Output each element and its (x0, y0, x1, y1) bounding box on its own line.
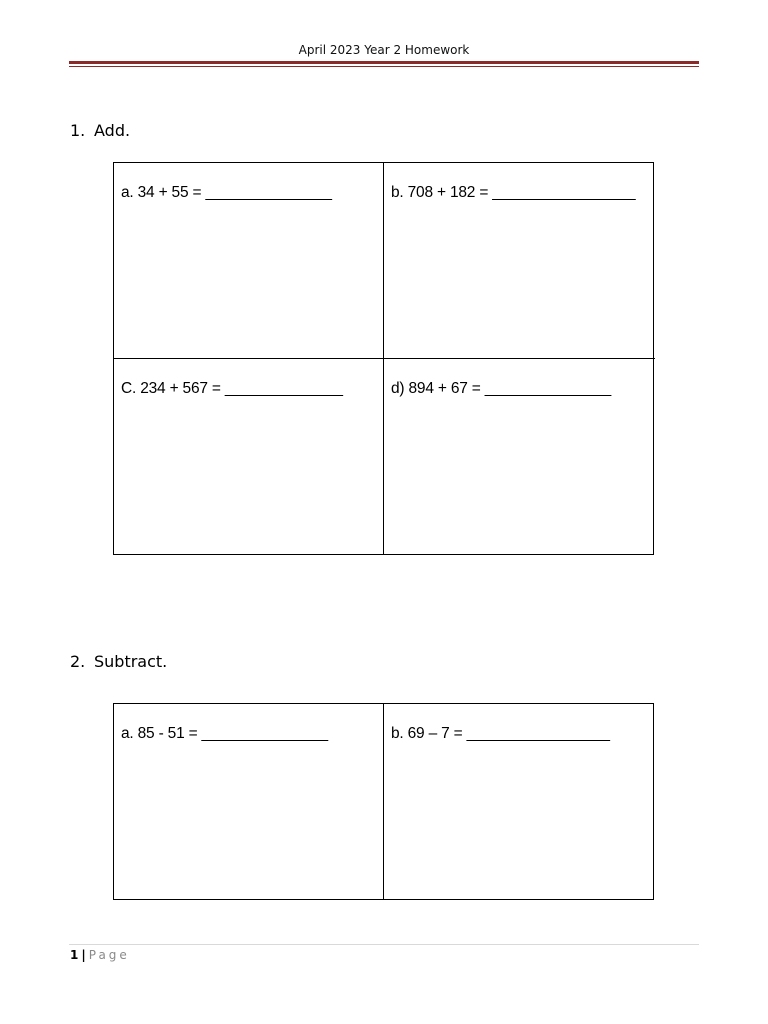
problem-text: b. 69 – 7 = _________________ (391, 725, 610, 742)
page-footer (70, 948, 130, 962)
problem-text: C. 234 + 567 = ______________ (121, 380, 343, 397)
section-title: Subtract. (94, 652, 168, 671)
header-rule-thin (69, 66, 699, 67)
problem-cell[interactable] (384, 704, 655, 899)
problem-cell[interactable] (384, 163, 655, 359)
problem-text: a. 34 + 55 = _______________ (121, 184, 332, 201)
subtraction-problem-grid (113, 703, 654, 900)
footer-rule (69, 944, 699, 945)
problem-cell[interactable] (114, 359, 384, 555)
problem-text: a. 85 - 51 = _______________ (121, 725, 328, 742)
section-number: 1. (70, 121, 86, 140)
footer-separator: | (81, 948, 86, 962)
addition-problem-grid (113, 162, 654, 555)
page-header-title: April 2023 Year 2 Homework (298, 43, 470, 57)
problem-cell[interactable] (384, 359, 655, 555)
header-rule (69, 61, 699, 64)
page-label: Page (88, 948, 130, 962)
section-heading-subtract (70, 652, 167, 671)
section-number: 2. (70, 652, 86, 671)
section-heading-add (70, 121, 130, 140)
problem-cell[interactable] (114, 163, 384, 359)
section-title: Add. (94, 121, 131, 140)
page-number: 1 (70, 948, 79, 962)
problem-text: d) 894 + 67 = _______________ (391, 380, 612, 397)
problem-cell[interactable] (114, 704, 384, 899)
problem-text: b. 708 + 182 = _________________ (391, 184, 636, 201)
